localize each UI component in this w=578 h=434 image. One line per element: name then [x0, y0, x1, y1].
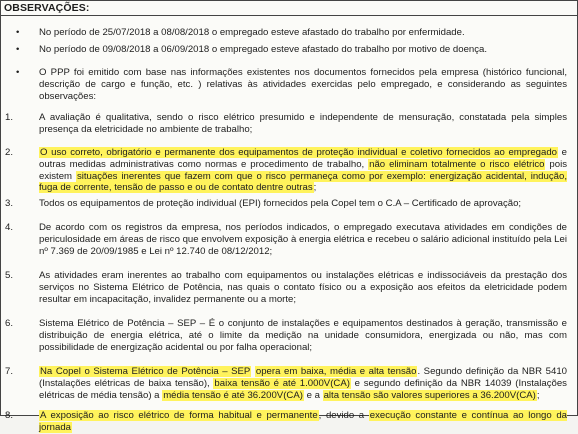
text-segment: As atividades eram inerentes ao trabalho com equipamentos ou instalações elétricas e indissociáveis da prestação dos serviços no Sistema Elétrico de Potência, nas quais o contato físico ou a exposição aos efeitos da eletricidade podem resultar em incapacitação, invalidez permanente ou a morte; [39, 270, 567, 305]
item-number: 7. [5, 366, 14, 377]
highlighted-text: A exposição ao risco elétrico de forma habitual e permanente [40, 410, 318, 421]
item-text [39, 270, 567, 305]
item-text [39, 222, 567, 257]
text-segment: . Segundo definição da NBR 5410 (Instalações elétricas de baixa tensão), [39, 366, 567, 389]
text-segment: Sistema Elétrico de Potência – SEP – É o conjunto de instalações e equipamentos destinados à geração, transmissão e distribuição de energia elétrica, até o limite da medição na unidade consumidora, energizada ou não, mas com possibilidade de energização acidental ou por falha operacional; [39, 318, 567, 353]
item-text [39, 147, 567, 194]
text-segment: , devido a [318, 410, 369, 421]
observations-header: OBSERVAÇÕES: [1, 1, 577, 16]
item-text [39, 112, 567, 136]
item-number: 3. [5, 198, 14, 209]
text-segment: ; [313, 182, 317, 194]
bullet-mark: • [16, 27, 20, 38]
text-segment: pois existem [39, 158, 567, 182]
highlighted-text: não eliminam totalmente o risco elétrico [369, 158, 545, 170]
highlighted-text: Na Copel o Sistema Elétrico de Potência – SEP [40, 366, 251, 377]
item-number: 4. [5, 222, 14, 233]
text-segment: e a [303, 389, 323, 401]
item-number: 5. [5, 270, 14, 281]
bullet-mark: • [16, 44, 20, 55]
bullet-text: No período de 09/08/2018 a 06/09/2018 o empregado esteve afastado do trabalho por motivo de doença. [39, 44, 488, 55]
item-text [39, 198, 567, 210]
text-segment: Todos os equipamentos de proteção individual (EPI) fornecidos pela Copel tem o C.A – Certificado de aprovação; [39, 198, 522, 209]
text-segment: De acordo com os registros da empresa, nos períodos indicados, o empregado executava atividades em condições de periculosidade em áreas de risco que envolvem exposição à energia elétrica e recebeu o salário adicional instituído pela Lei nº 7.369 de 20/09/1985 e Lei nº 12.740 de 08/12/2012; [39, 222, 567, 257]
highlighted-text: opera em baixa, média e alta tensão [255, 366, 417, 377]
highlighted-text: média tensão é até 36.200V(CA) [163, 389, 303, 401]
item-number: 8. [5, 410, 14, 421]
highlighted-text: baixa tensão é até 1.000V(CA) [214, 377, 350, 389]
bullet-text: No período de 25/07/2018 a 08/08/2018 o empregado esteve afastado do trabalho por enfermidade. [39, 27, 465, 38]
item-text [39, 318, 567, 353]
highlighted-text: execução constante e contínua ao longo da jornada [39, 410, 567, 433]
text-segment: ; [536, 389, 540, 401]
item-text [39, 410, 567, 434]
item-text [39, 366, 567, 401]
item-number: 2. [5, 147, 14, 158]
item-number: 1. [5, 112, 14, 123]
highlighted-text: O uso correto, obrigatório e permanente dos equipamentos de proteção individual e coletivo fornecidos ao empregado [40, 147, 558, 158]
bullet-mark: • [16, 67, 20, 78]
bullet-text: O PPP foi emitido com base nas informações existentes nos documentos fornecidos pela empresa (histórico funcional, descrição de cargo e função, etc. ) relativas às atividades exercidas pelo empregado, e considerando as seguintes observações: [39, 67, 567, 102]
highlighted-text: situações inerentes que fazem com que o risco permaneça como por exemplo: energização acidental, indução, fuga de corrente, tensão de passo e ou de contato dentre outras [39, 170, 567, 194]
text-segment: e outras medidas administrativas como normas e procedimento de trabalho, [39, 147, 567, 170]
text-segment: A avaliação é qualitativa, sendo o risco elétrico presumido e independente de mensuração, constatada pela simples presença da eletricidade no ambiente de trabalho; [39, 112, 567, 135]
text-segment: e segundo definição da NBR 14039 (Instalações elétricas de média tensão) a [39, 377, 567, 401]
item-number: 6. [5, 318, 14, 329]
highlighted-text: alta tensão são valores superiores a 36.200V(CA) [323, 389, 536, 401]
